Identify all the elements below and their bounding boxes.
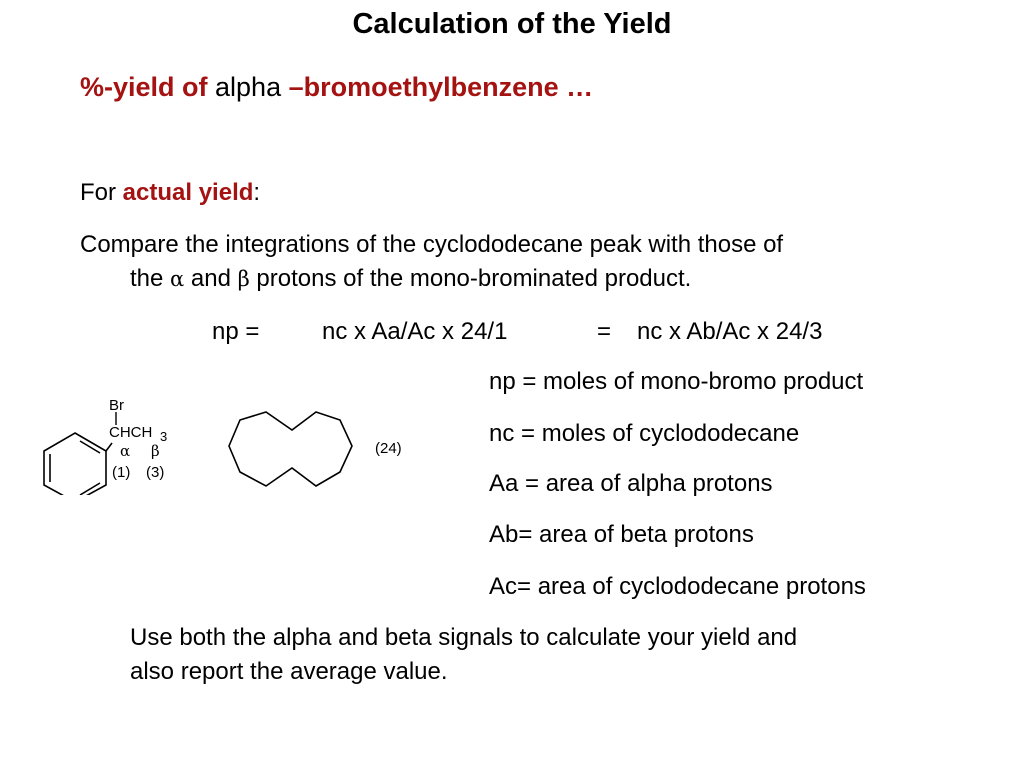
actual-emphasis: actual yield [122, 179, 254, 206]
definition-ac: Ac= area of cyclododecane protons [489, 573, 866, 600]
cyclododecane-structure [225, 408, 360, 490]
compare-line-2 [130, 265, 691, 293]
actual-prefix: For [80, 179, 123, 206]
actual-yield-heading [80, 179, 260, 207]
benzene-ring-structure [36, 425, 116, 495]
beta-symbol: β [237, 267, 250, 291]
definition-np: np = moles of mono-bromo product [489, 368, 864, 395]
beta-count-label: (3) [146, 464, 165, 481]
beta-label: β [151, 442, 160, 460]
cyclododecane-count-label: (24) [375, 440, 402, 457]
actual-suffix: : [253, 179, 261, 206]
subtitle [80, 72, 593, 103]
definition-ab: Ab= area of beta protons [489, 521, 754, 548]
subtitle-part-3: –bromoethylbenzene … [288, 72, 594, 102]
equation-equals: = [597, 318, 612, 345]
page-title: Calculation of the Yield [352, 8, 672, 40]
compare-line-2c: protons of the mono-brominated product. [249, 265, 692, 292]
definition-nc: nc = moles of cyclododecane [489, 420, 800, 447]
alpha-symbol: α [170, 267, 185, 291]
alpha-count-label: (1) [112, 464, 131, 481]
equation-np: np = [212, 318, 260, 345]
equation-alpha-expression: nc x Aa/Ac x 24/1 [322, 318, 508, 345]
chch-label: CHCH [109, 424, 153, 441]
alpha-label: α [120, 442, 131, 460]
definition-aa: Aa = area of alpha protons [489, 470, 773, 497]
footer-line-1: Use both the alpha and beta signals to calculate your yield and [130, 624, 798, 651]
compare-line-2a: the [130, 265, 171, 292]
compare-line-2b: and [184, 265, 238, 292]
subtitle-part-1: %-yield of [80, 72, 208, 102]
footer-line-2: also report the average value. [130, 658, 448, 685]
bromine-label: Br [109, 397, 124, 414]
subtitle-part-2: alpha [207, 72, 289, 102]
compare-line-1: Compare the integrations of the cyclododecane peak with those of [80, 231, 784, 258]
equation-beta-expression: nc x Ab/Ac x 24/3 [637, 318, 823, 345]
methyl-subscript: 3 [160, 429, 168, 444]
